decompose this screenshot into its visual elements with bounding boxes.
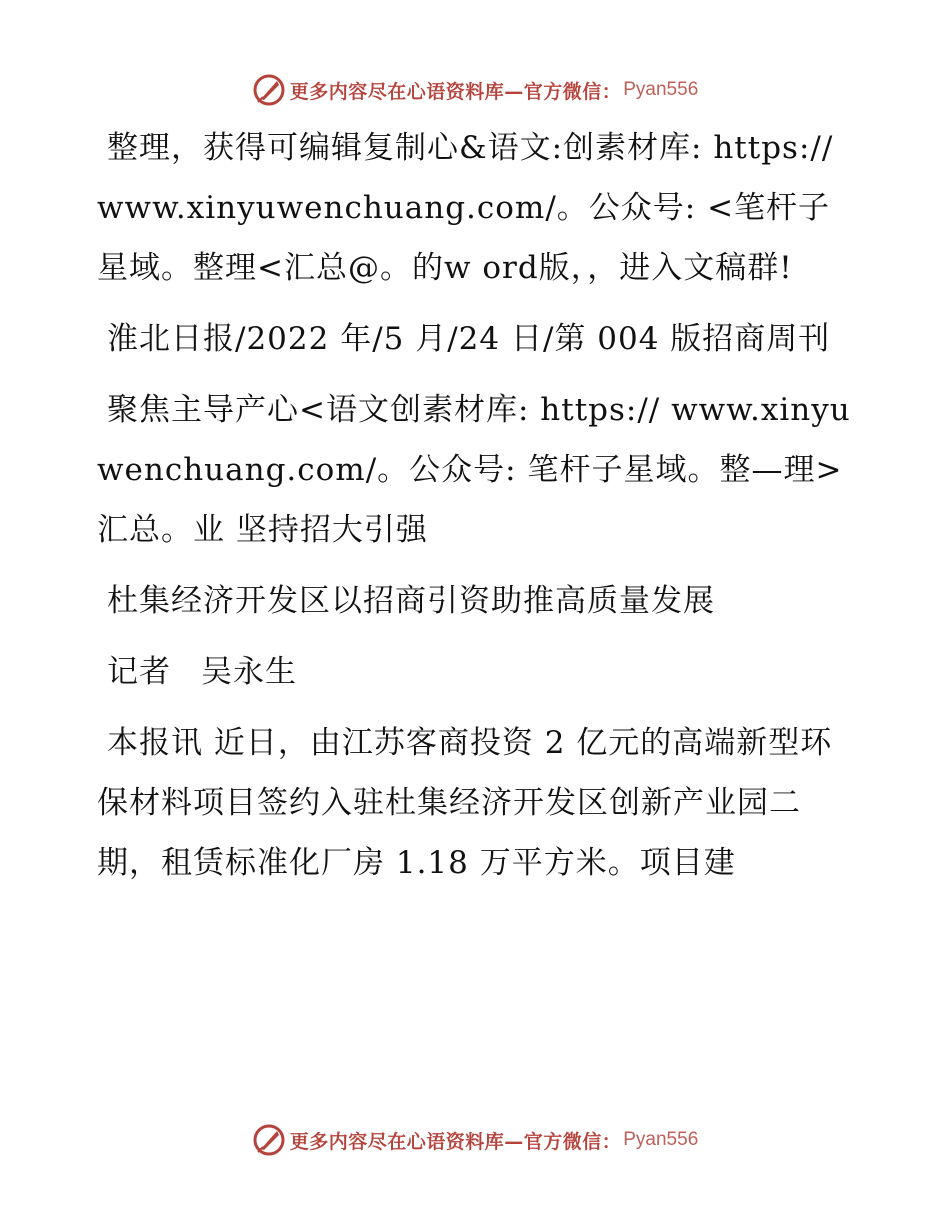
paragraph-source: 淮北日报/2022 年/5 月/24 日/第 004 版招商周刊 <box>107 321 831 357</box>
document-body <box>97 118 857 904</box>
banner-text: 更多内容尽在心语资料库—官方微信： <box>289 1130 622 1153</box>
byline <box>97 642 857 702</box>
byline-role: 记者 <box>107 654 171 690</box>
wechat-id: Pyan556 <box>623 1129 699 1150</box>
paragraph-body: 本报讯 近日，由江苏客商投资 2 亿元的高端新型环保材料项目签约入驻杜集经济开发区创新产业园二期，租赁标准化厂房 1.18 万平方米。项目建 <box>97 725 833 881</box>
byline-name: 吴永生 <box>201 654 297 690</box>
quill-logo-icon <box>252 73 286 107</box>
quill-logo-icon <box>252 1123 286 1157</box>
paragraph-headline: 聚焦主导产心<语文创素材库: https:// www.xinyuwenchuang.com/。公众号: 笔杆子星域。整—理>汇总。业 坚持招大引强 <box>97 392 851 548</box>
paragraph-intro: 整理，获得可编辑复制心&语文:创素材库: https://www.xinyuwenchuang.com/。公众号: <笔杆子星域。整理<汇总@。的w ord版，，进入文稿群! <box>97 130 834 286</box>
header-banner <box>0 70 950 110</box>
wechat-id: Pyan556 <box>623 79 699 100</box>
banner-text: 更多内容尽在心语资料库—官方微信： <box>289 80 622 103</box>
paragraph-subtitle: 杜集经济开发区以招商引资助推高质量发展 <box>107 583 715 619</box>
footer-banner <box>0 1120 950 1160</box>
